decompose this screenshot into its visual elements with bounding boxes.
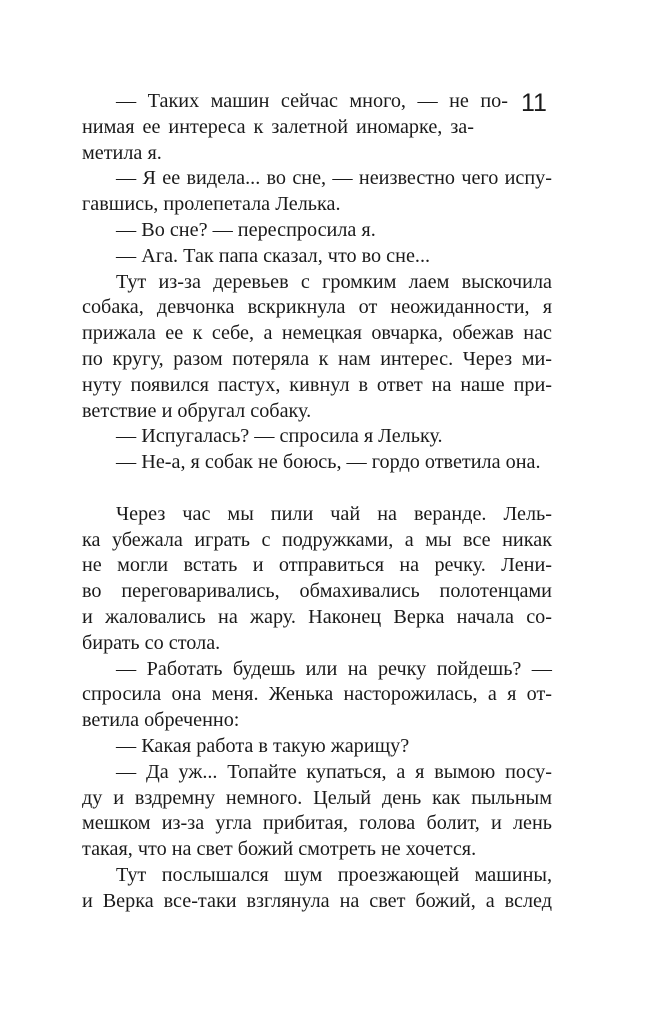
text-line: Тут послышался шум проезжающей машины, (116, 863, 552, 886)
section-break (82, 476, 552, 502)
text-line: спросила она меня. Женька насторожилась, а я от- (82, 683, 552, 706)
text-line: — Я ее видела... во сне, — неизвестно чего испу- (116, 167, 552, 190)
text-line: мешком из-за угла прибитая, голова болит, и лень (82, 812, 552, 835)
text-line: ветствие и обругал собаку. (82, 399, 312, 422)
text-line: Тут из-за деревьев с громким лаем выскочила (116, 270, 552, 293)
body-text (82, 89, 552, 915)
text-line: — Не-а, я собак не боюсь, — гордо ответила она. (116, 451, 541, 474)
text-line: и жаловались на жару. Наконец Верка начала со- (82, 605, 552, 628)
text-line: нимая ее интереса к залетной иномарке, за- (82, 115, 474, 138)
text-line: по кругу, разом потеряла к нам интерес. Через ми- (82, 347, 552, 370)
text-line: ду и вздремну немного. Целый день как пыльным (82, 786, 552, 809)
text-line: ветила обреченно: (82, 709, 240, 732)
text-line: — Ага. Так папа сказал, что во сне... (116, 244, 431, 267)
text-line: — Да уж... Топайте купаться, а я вымою посу- (116, 760, 552, 783)
text-line: и Верка все-таки взглянула на свет божий, а вслед (82, 889, 552, 912)
text-line: метила я. (82, 141, 162, 164)
text-line: собака, девчонка вскрикнула от неожиданности, я (82, 296, 552, 319)
text-line: во переговаривались, обмахивались полотенцами (82, 580, 552, 603)
text-line: бирать со стола. (82, 631, 221, 654)
page-number: 11 (521, 89, 547, 117)
text-line: — Испугалась? — спросила я Лельку. (116, 425, 443, 448)
text-line: — Таких машин сейчас много, — не по- (116, 90, 508, 112)
text-line: — Работать будешь или на речку пойдешь? — (116, 657, 552, 680)
text-line: такая, что на свет божий смотреть не хочется. (82, 838, 477, 861)
text-line: ка убежала играть с подружками, а мы все никак (82, 528, 552, 551)
text-line: Через час мы пили чай на веранде. Лель- (116, 502, 552, 525)
text-line: нуту появился пастух, кивнул в ответ на наше при- (82, 373, 552, 396)
text-line: гавшись, пролепетала Лелька. (82, 193, 341, 216)
text-line: — Во сне? — переспросила я. (116, 218, 376, 241)
text-line: не могли встать и отправиться на речку. Лени- (82, 554, 552, 577)
text-line: прижала ее к себе, а немецкая овчарка, обежав нас (82, 322, 552, 345)
text-line: — Какая работа в такую жарищу? (116, 734, 410, 757)
